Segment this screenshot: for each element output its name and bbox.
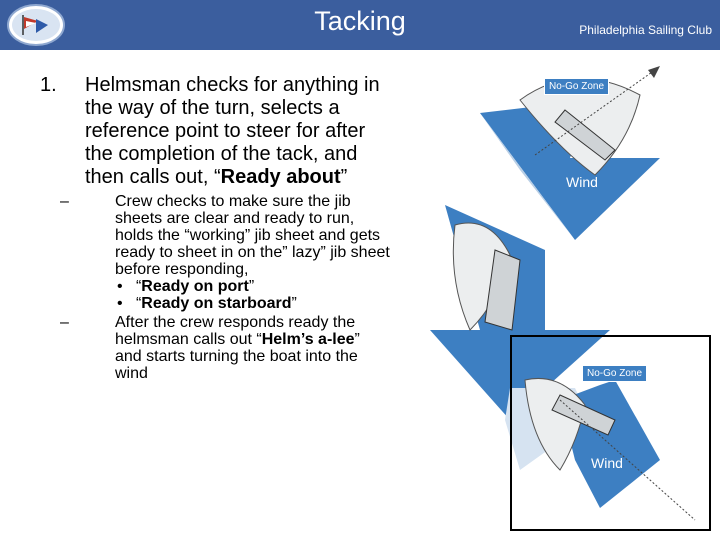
bullet-dot: •: [117, 295, 123, 312]
dash-bullet: –: [60, 314, 69, 331]
top-no-go-zone-label: No-Go Zone: [544, 78, 609, 95]
crew-checks-text: Crew checks to make sure the jib sheets are clear and ready to run, holds the “working” jib sheet and gets ready to sheet in on the” lazy” jib sheet before responding,: [115, 193, 390, 278]
quote-close: ”: [291, 295, 297, 312]
quote-open: “: [135, 295, 142, 312]
helm-text-before: After the crew responds ready the helmsman calls out “: [115, 314, 356, 348]
club-name: Philadelphia Sailing Club: [579, 23, 712, 37]
quote-close: ”: [248, 278, 255, 295]
bullet-dot: •: [117, 278, 123, 295]
ready-on-starboard: Ready on starboard: [141, 295, 292, 312]
item-text-plain: Helmsman checks for anything in the way of the turn, selects a reference point to steer for after the completion of the tack, and then calls out, “: [85, 74, 380, 188]
item-text-end: ”: [340, 166, 348, 188]
ready-on-port: Ready on port: [141, 278, 249, 295]
quote-open: “: [135, 278, 142, 295]
dash-bullet: –: [60, 193, 69, 210]
item-number: 1.: [40, 74, 57, 96]
page-title: Tacking: [314, 6, 406, 36]
ready-about-call: Ready about: [220, 166, 341, 188]
bottom-wind-label: Wind: [591, 455, 623, 471]
course-arrowhead: [648, 66, 660, 78]
helm-text-after: ” and starts turning the boat into the wind: [115, 331, 360, 382]
top-wind-label: Wind: [566, 174, 598, 190]
bottom-no-go-zone-label: No-Go Zone: [582, 365, 647, 382]
helms-a-lee-call: Helm’s a-lee: [261, 331, 355, 348]
